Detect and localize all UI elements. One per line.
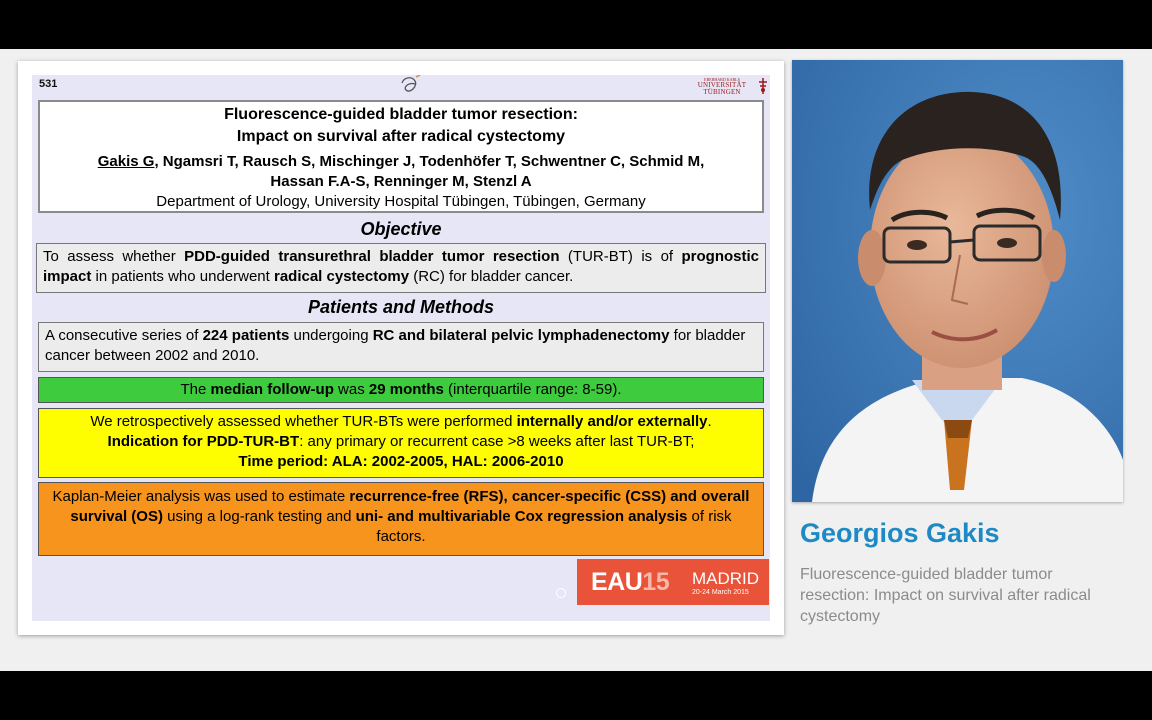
department: Department of Urology, University Hospital Tübingen, Tübingen, Germany — [156, 193, 646, 210]
series-box: A consecutive series of 224 patients undergoing RC and bilateral pelvic lymphadenectomy for bladder cancer between 2002 and 2010. — [38, 322, 764, 372]
analysis-box: Kaplan-Meier analysis was used to estimate recurrence-free (RFS), cancer-specific (CSS) and overall survival (OS) using a log-rank testing and uni- and multivariable Cox regression analysis of risk factors. — [38, 482, 764, 556]
speaker-portrait-image — [792, 60, 1123, 502]
slide — [32, 75, 770, 621]
university-logo-name: UNIVERSITÄT TÜBINGEN — [697, 81, 747, 96]
eau-logo-text: EAU15 — [591, 568, 670, 596]
other-authors: , Ngamsri T, Rausch S, Mischinger J, Todenhöfer T, Schwentner C, Schmid M, Hassan F.A-S, Renninger M, Stenzl A — [154, 153, 705, 190]
presentation-stage — [0, 49, 1152, 671]
eau-city: MADRID — [692, 569, 760, 588]
university-crest-icon — [758, 77, 768, 95]
assessment-box: We retrospectively assessed whether TUR-BTs were performed internally and/or externally. Indication for PDD-TUR-BT: any primary or recurrent case >8 weeks after last TUR-BT; Time period: ALA: 2002-2005, HAL: 2006-2010 — [38, 408, 764, 478]
slide-card — [18, 61, 784, 635]
first-author: Gakis G — [97, 153, 155, 170]
objective-heading: Objective — [360, 219, 442, 239]
slide-title-line-1: Fluorescence-guided bladder tumor resection: — [224, 106, 578, 123]
slide-number: 531 — [39, 78, 58, 90]
university-logo-small-text: EBERHARD KARLS — [704, 77, 740, 82]
author-list — [40, 152, 762, 192]
followup-box: The median follow-up was 29 months (interquartile range: 8-59). — [38, 377, 764, 403]
objective-box: To assess whether PDD-guided transurethral bladder tumor resection (TUR-BT) is of prognostic impact in patients who underwent radical cystectomy (RC) for bladder cancer. — [36, 243, 766, 293]
eau-dates: 20-24 March 2015 — [692, 589, 749, 596]
speaker-photo — [792, 60, 1123, 502]
talk-title: Fluorescence-guided bladder tumor resection: Impact on survival after radical cystectomy — [800, 566, 1091, 625]
eau-congress-banner — [577, 559, 769, 605]
speaker-name: Georgios Gakis — [800, 518, 1000, 548]
methods-heading: Patients and Methods — [307, 297, 495, 317]
slide-indicator-icon — [556, 588, 566, 598]
scribble-logo-icon — [398, 75, 424, 97]
title-box — [38, 100, 764, 213]
slide-title-line-2: Impact on survival after radical cystectomy — [236, 128, 566, 145]
university-logo — [694, 77, 768, 97]
